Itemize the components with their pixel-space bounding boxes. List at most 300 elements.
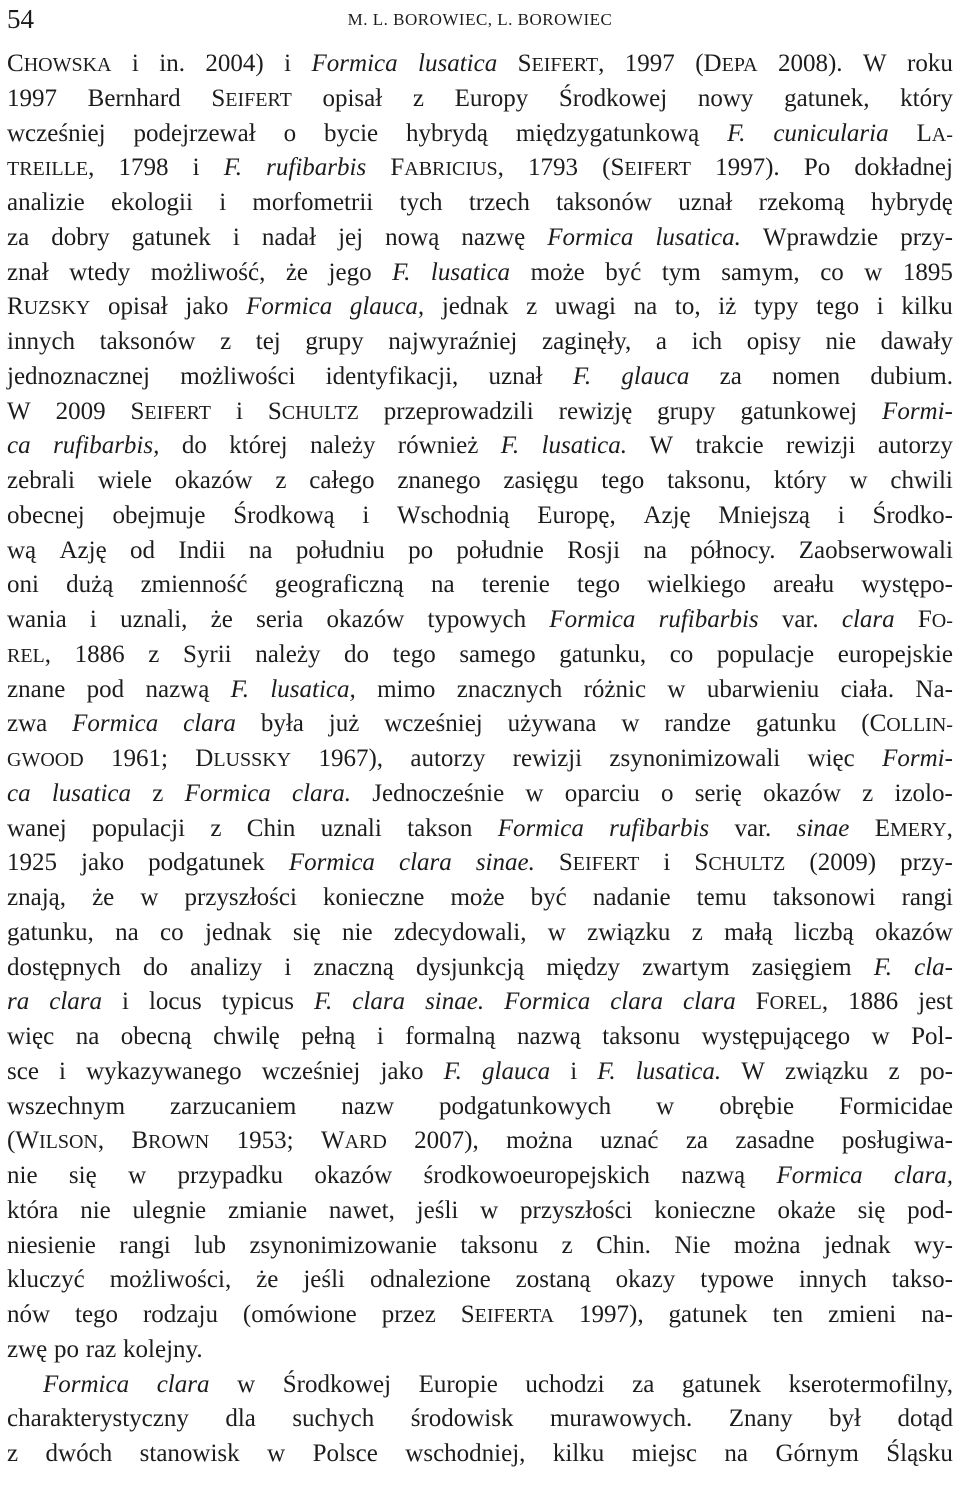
word: lusatica. <box>541 432 627 460</box>
word: niesienie <box>7 1231 96 1259</box>
word: rangi <box>119 1231 171 1259</box>
word: taksonu, <box>667 467 752 494</box>
word: jednak <box>823 1231 891 1259</box>
word: gatunek, <box>784 84 870 112</box>
word: nie <box>342 918 373 946</box>
word: typicus <box>221 988 294 1016</box>
word: podgatunek <box>148 849 265 877</box>
word: Jednocześnie <box>372 779 505 807</box>
word: na <box>115 918 139 946</box>
word: jest <box>918 988 953 1016</box>
word: i <box>192 154 200 182</box>
word: Chin. <box>596 1231 651 1259</box>
word: pod <box>86 675 125 703</box>
word: jako <box>185 293 229 321</box>
word: GWOOD <box>7 749 84 771</box>
word: (COLLIN- <box>861 710 953 738</box>
word: wą <box>7 536 37 564</box>
word: co <box>820 258 844 286</box>
word: Formica <box>72 710 159 738</box>
word: lusatica. <box>635 1057 722 1085</box>
word: taksonu <box>460 1231 539 1259</box>
word: 1925 <box>7 849 57 877</box>
word: clara <box>352 988 406 1016</box>
word: rodzaju <box>142 1301 218 1328</box>
text-line <box>7 290 953 325</box>
word: iż <box>718 293 737 321</box>
word: serię <box>694 779 742 807</box>
word: samego <box>459 640 536 668</box>
word: W <box>862 50 887 77</box>
word: jej <box>338 223 364 251</box>
word: opisał <box>108 293 168 321</box>
word: w <box>140 884 159 911</box>
word: raz <box>85 1335 117 1363</box>
word: samym, <box>721 258 800 286</box>
word: zmieni <box>828 1301 897 1328</box>
word: Na- <box>915 675 953 703</box>
word: terenie <box>481 571 550 599</box>
word: rewizji <box>512 745 583 772</box>
word: w <box>525 779 544 807</box>
word: W <box>7 397 31 425</box>
word: W <box>649 432 674 460</box>
word: SEIFERT <box>558 849 640 877</box>
word: co <box>669 640 694 668</box>
word: należy <box>255 640 321 668</box>
word: 1997 <box>624 50 675 77</box>
word: typowych <box>427 606 527 633</box>
word: WARD <box>320 1127 387 1155</box>
text-line <box>7 846 953 881</box>
word: takson <box>407 814 473 842</box>
word: seria <box>256 606 304 633</box>
word: glauca, <box>349 293 425 321</box>
word: nawet, <box>328 1196 395 1224</box>
word: kilku <box>901 293 953 321</box>
text-line <box>7 360 953 395</box>
word: Środkową <box>233 501 335 529</box>
word: nie <box>7 1162 38 1189</box>
word: oparciu <box>564 779 640 807</box>
word: nadanie <box>592 884 671 911</box>
word: (omówione <box>242 1301 357 1328</box>
text-line <box>7 777 953 812</box>
text-line <box>7 429 953 464</box>
word: murawowych. <box>549 1405 693 1433</box>
word: był <box>829 1405 861 1433</box>
word: Syrii <box>182 640 232 668</box>
word: Formica <box>776 1162 863 1189</box>
word: dokładnej <box>854 154 953 182</box>
word: innych <box>7 328 76 355</box>
word: się <box>857 1196 886 1224</box>
word: 1895 <box>902 258 953 286</box>
word: clara, <box>893 1162 953 1189</box>
word: innych <box>798 1266 867 1294</box>
word: do <box>344 640 370 668</box>
word: w <box>547 918 566 946</box>
word: można <box>733 1231 801 1259</box>
word: REL, <box>7 640 52 668</box>
word: nazwą <box>681 1162 746 1189</box>
word: Azję <box>643 501 691 529</box>
word: LA- <box>916 119 953 147</box>
word: obecnej <box>7 501 85 529</box>
word: możliwości <box>180 362 296 390</box>
word: w <box>480 1196 499 1224</box>
word: liczbą <box>794 918 854 946</box>
word: (WILSON, <box>7 1127 105 1155</box>
word: gatunku, <box>7 918 94 946</box>
word: stanowisk <box>139 1440 240 1467</box>
text-line <box>7 985 953 1020</box>
word: dużą <box>66 571 114 599</box>
word: ich <box>691 328 723 355</box>
word: nazwę <box>461 223 526 251</box>
word: i <box>232 223 240 251</box>
word: roku <box>907 50 953 77</box>
word: chwili <box>890 467 953 494</box>
word: Górnym <box>775 1440 859 1467</box>
word: ca <box>7 432 31 460</box>
word: dwóch <box>45 1440 113 1467</box>
word: clara <box>610 988 663 1016</box>
word: i <box>89 606 97 633</box>
word: odnalezione <box>369 1266 491 1294</box>
word: i <box>876 293 884 321</box>
word: po <box>54 1335 79 1363</box>
word: zsynonimizowanie <box>249 1231 437 1259</box>
word: clara <box>156 1370 210 1398</box>
word: z <box>220 328 232 355</box>
word: lusatica <box>418 50 498 77</box>
word: Formica <box>246 293 333 321</box>
word: sinae. <box>475 849 535 877</box>
word: jego <box>328 258 372 286</box>
word: lusatica. <box>655 223 741 251</box>
word: grupy <box>657 397 716 425</box>
word: z <box>526 293 538 321</box>
word: obrębie <box>719 1092 795 1120</box>
word: dawały <box>880 328 953 355</box>
word: była <box>260 710 304 738</box>
page-header <box>7 0 953 40</box>
word: po <box>408 536 434 564</box>
text-line <box>7 117 953 152</box>
word: z <box>275 467 287 494</box>
word: okazów <box>875 918 953 946</box>
word: (2009) <box>809 849 877 877</box>
word: zaginęły, <box>541 328 632 355</box>
text-line <box>7 1368 953 1403</box>
word: co <box>160 918 184 946</box>
word: oni <box>7 571 39 599</box>
word: taksonów <box>99 328 196 355</box>
word: Formica <box>504 988 591 1016</box>
word: cla- <box>914 953 953 981</box>
word: o <box>660 779 674 807</box>
word: nowy <box>697 84 754 112</box>
word: jako <box>81 849 125 877</box>
word: taksonów <box>556 189 652 216</box>
body-text <box>7 47 953 1472</box>
word: znanego <box>397 467 481 494</box>
word: gatunek <box>681 1370 762 1398</box>
word: wcześniej <box>7 119 106 147</box>
word: lub <box>194 1231 227 1259</box>
word: europejskie <box>837 640 953 668</box>
word: tego <box>601 467 645 494</box>
text-line <box>7 325 953 360</box>
word: Wprawdzie <box>762 223 879 251</box>
word: za <box>7 223 30 251</box>
text-line <box>7 1159 953 1194</box>
word: zostaną <box>515 1266 591 1294</box>
word: Środkowej <box>558 84 668 112</box>
word: uznali, <box>120 606 188 633</box>
text-line <box>7 221 953 256</box>
word: na <box>430 571 455 599</box>
word: tej <box>255 328 281 355</box>
word: w <box>656 1092 675 1120</box>
word: Indii <box>178 536 226 564</box>
word: jeśli <box>416 1196 459 1224</box>
text-line <box>7 1402 953 1437</box>
word: uwagi <box>554 293 616 321</box>
word: ciała. <box>840 675 895 703</box>
word: F. <box>313 988 333 1016</box>
word: sinae <box>796 814 850 842</box>
word: i <box>284 50 292 77</box>
word: clara <box>183 710 236 738</box>
word: okazów <box>326 606 405 633</box>
word: 1886 <box>848 988 899 1016</box>
word: lusatica, <box>270 675 356 703</box>
word: 2008). <box>777 50 843 77</box>
word: z <box>862 779 874 807</box>
word: za <box>685 1127 709 1155</box>
word: grupy <box>305 328 364 355</box>
word: znał <box>7 258 49 286</box>
word: Formica <box>549 606 636 633</box>
word: i <box>122 988 129 1016</box>
word: zmianie <box>227 1196 308 1224</box>
word: to, <box>674 293 701 321</box>
word: się <box>292 918 321 946</box>
word: bycie <box>323 119 379 147</box>
word: glauca <box>482 1057 551 1085</box>
word: znaczną <box>313 953 394 981</box>
word: zsynonimizowali <box>609 745 781 772</box>
word: hybrydą <box>406 119 488 147</box>
word: na- <box>921 1301 953 1328</box>
word: clara. <box>292 779 352 807</box>
text-line <box>7 742 953 777</box>
word: występo- <box>861 571 953 599</box>
word: Formica <box>184 779 271 807</box>
word: małą <box>724 918 773 946</box>
word: F. <box>443 1057 462 1085</box>
word: okazów <box>314 1162 393 1189</box>
word: z <box>412 84 424 112</box>
word: autorzy <box>410 745 486 772</box>
word: może <box>450 884 505 911</box>
word: używana <box>507 710 597 738</box>
word: (SEIFERT <box>602 154 691 182</box>
word: suchych <box>292 1405 375 1433</box>
word: morfometrii <box>252 189 374 216</box>
word: Europę, <box>537 501 616 529</box>
text-line <box>7 1055 953 1090</box>
word: SCHULTZ <box>267 397 359 425</box>
word: uznał <box>678 189 733 216</box>
word: 1953; <box>236 1127 294 1155</box>
word: kilku <box>552 1440 605 1467</box>
word: takso- <box>891 1266 953 1294</box>
word: jednoznacznej <box>7 362 150 390</box>
word: również <box>397 432 479 460</box>
word: i <box>284 953 292 981</box>
word: zasięgiem <box>751 953 852 981</box>
word: F. <box>727 119 746 147</box>
word: zasadne <box>735 1127 815 1155</box>
word: i <box>837 501 845 529</box>
word: z <box>152 779 164 807</box>
page-number: 54 <box>7 4 34 34</box>
word: konieczne <box>323 884 425 911</box>
word: zebrali <box>7 467 76 494</box>
word: sce <box>7 1057 39 1085</box>
word: zarzucaniem <box>170 1092 297 1120</box>
word: miejsc <box>631 1440 697 1467</box>
text-line <box>7 1124 953 1159</box>
word: nie <box>80 1196 111 1224</box>
word: trzech <box>468 189 530 216</box>
word: Formica <box>311 50 398 77</box>
word: 1997 <box>7 84 57 112</box>
word: mimo <box>377 675 436 703</box>
text-line <box>7 812 953 847</box>
word: i <box>663 849 671 877</box>
word: zwartym <box>642 953 730 981</box>
text-line <box>7 534 953 569</box>
word: Formica <box>43 1370 130 1398</box>
word: uznać <box>600 1127 659 1155</box>
word: być <box>605 258 642 286</box>
word: ulegnie <box>132 1196 207 1224</box>
word: dostępnych <box>7 953 121 981</box>
word: 1997), <box>579 1301 644 1328</box>
word: Formica <box>497 814 584 842</box>
word: chwilę <box>213 1023 280 1050</box>
word: rufibarbis <box>658 606 759 633</box>
word: wanej <box>7 814 67 842</box>
word: obejmuje <box>112 501 206 529</box>
word: clara <box>49 988 103 1016</box>
word: okazów <box>763 779 841 807</box>
word: po- <box>919 1057 953 1085</box>
word: wcześniej <box>261 1057 361 1085</box>
word: autorzy <box>877 432 953 460</box>
word: zdecydowali, <box>393 918 527 946</box>
word: wiele <box>97 467 152 494</box>
word: analizie <box>7 189 85 216</box>
word: Śląsku <box>886 1440 953 1467</box>
word: tego <box>392 640 436 668</box>
word: Formica <box>547 223 634 251</box>
word: zwę <box>7 1335 48 1363</box>
word: a <box>655 328 667 355</box>
word: że <box>210 606 233 633</box>
word: już <box>328 710 360 738</box>
text-line <box>7 568 953 603</box>
word: i <box>219 189 227 216</box>
word: ra <box>7 988 30 1016</box>
word: taksonu <box>602 1023 681 1050</box>
word: z <box>888 1057 900 1085</box>
word: o <box>283 119 297 147</box>
word: opisał <box>322 84 383 112</box>
word: z <box>561 1231 573 1259</box>
word: który <box>900 84 953 112</box>
word: do <box>142 953 168 981</box>
word: przypadku <box>177 1162 284 1189</box>
word: BROWN <box>131 1127 210 1155</box>
word: cunicularia <box>773 119 889 147</box>
word: północy. <box>690 536 776 564</box>
word: hybrydę <box>870 189 953 216</box>
word: do <box>181 432 207 460</box>
word: gatunek <box>668 1301 748 1328</box>
word: RUZSKY <box>7 293 91 321</box>
word: SEIFERTA <box>460 1301 555 1328</box>
word: wschodniej, <box>405 1440 526 1467</box>
word: występującego <box>701 1023 851 1050</box>
word: F. <box>572 362 592 390</box>
text-line <box>7 951 953 986</box>
word: w <box>849 467 868 494</box>
word: nie <box>825 328 857 355</box>
text-line <box>7 1229 953 1264</box>
word: na <box>724 1440 749 1467</box>
word: uchodzi <box>525 1370 605 1398</box>
word: taksonowi <box>772 884 876 911</box>
word: identyfikacji, <box>325 362 459 390</box>
word: populacje <box>716 640 815 668</box>
word: locus <box>148 988 202 1016</box>
word: populacji <box>92 814 186 842</box>
word: ekologii <box>111 189 193 216</box>
word: nomen <box>772 362 841 390</box>
word: F. <box>392 258 411 286</box>
text-line <box>7 186 953 221</box>
word: FOREL, <box>755 988 829 1016</box>
word: podgatunkowych <box>438 1092 612 1120</box>
text-line <box>7 1194 953 1229</box>
word: międzygatunkową <box>515 119 700 147</box>
word: się <box>68 1162 97 1189</box>
word: gatunku, <box>559 640 647 668</box>
word: na <box>248 536 273 564</box>
word: i <box>376 1023 384 1050</box>
word: należy <box>310 432 376 460</box>
word: jako <box>380 1057 424 1085</box>
word: 1886 <box>74 640 125 668</box>
word: zwa <box>7 710 48 738</box>
word: w <box>621 710 640 738</box>
word: rangi <box>901 884 953 911</box>
